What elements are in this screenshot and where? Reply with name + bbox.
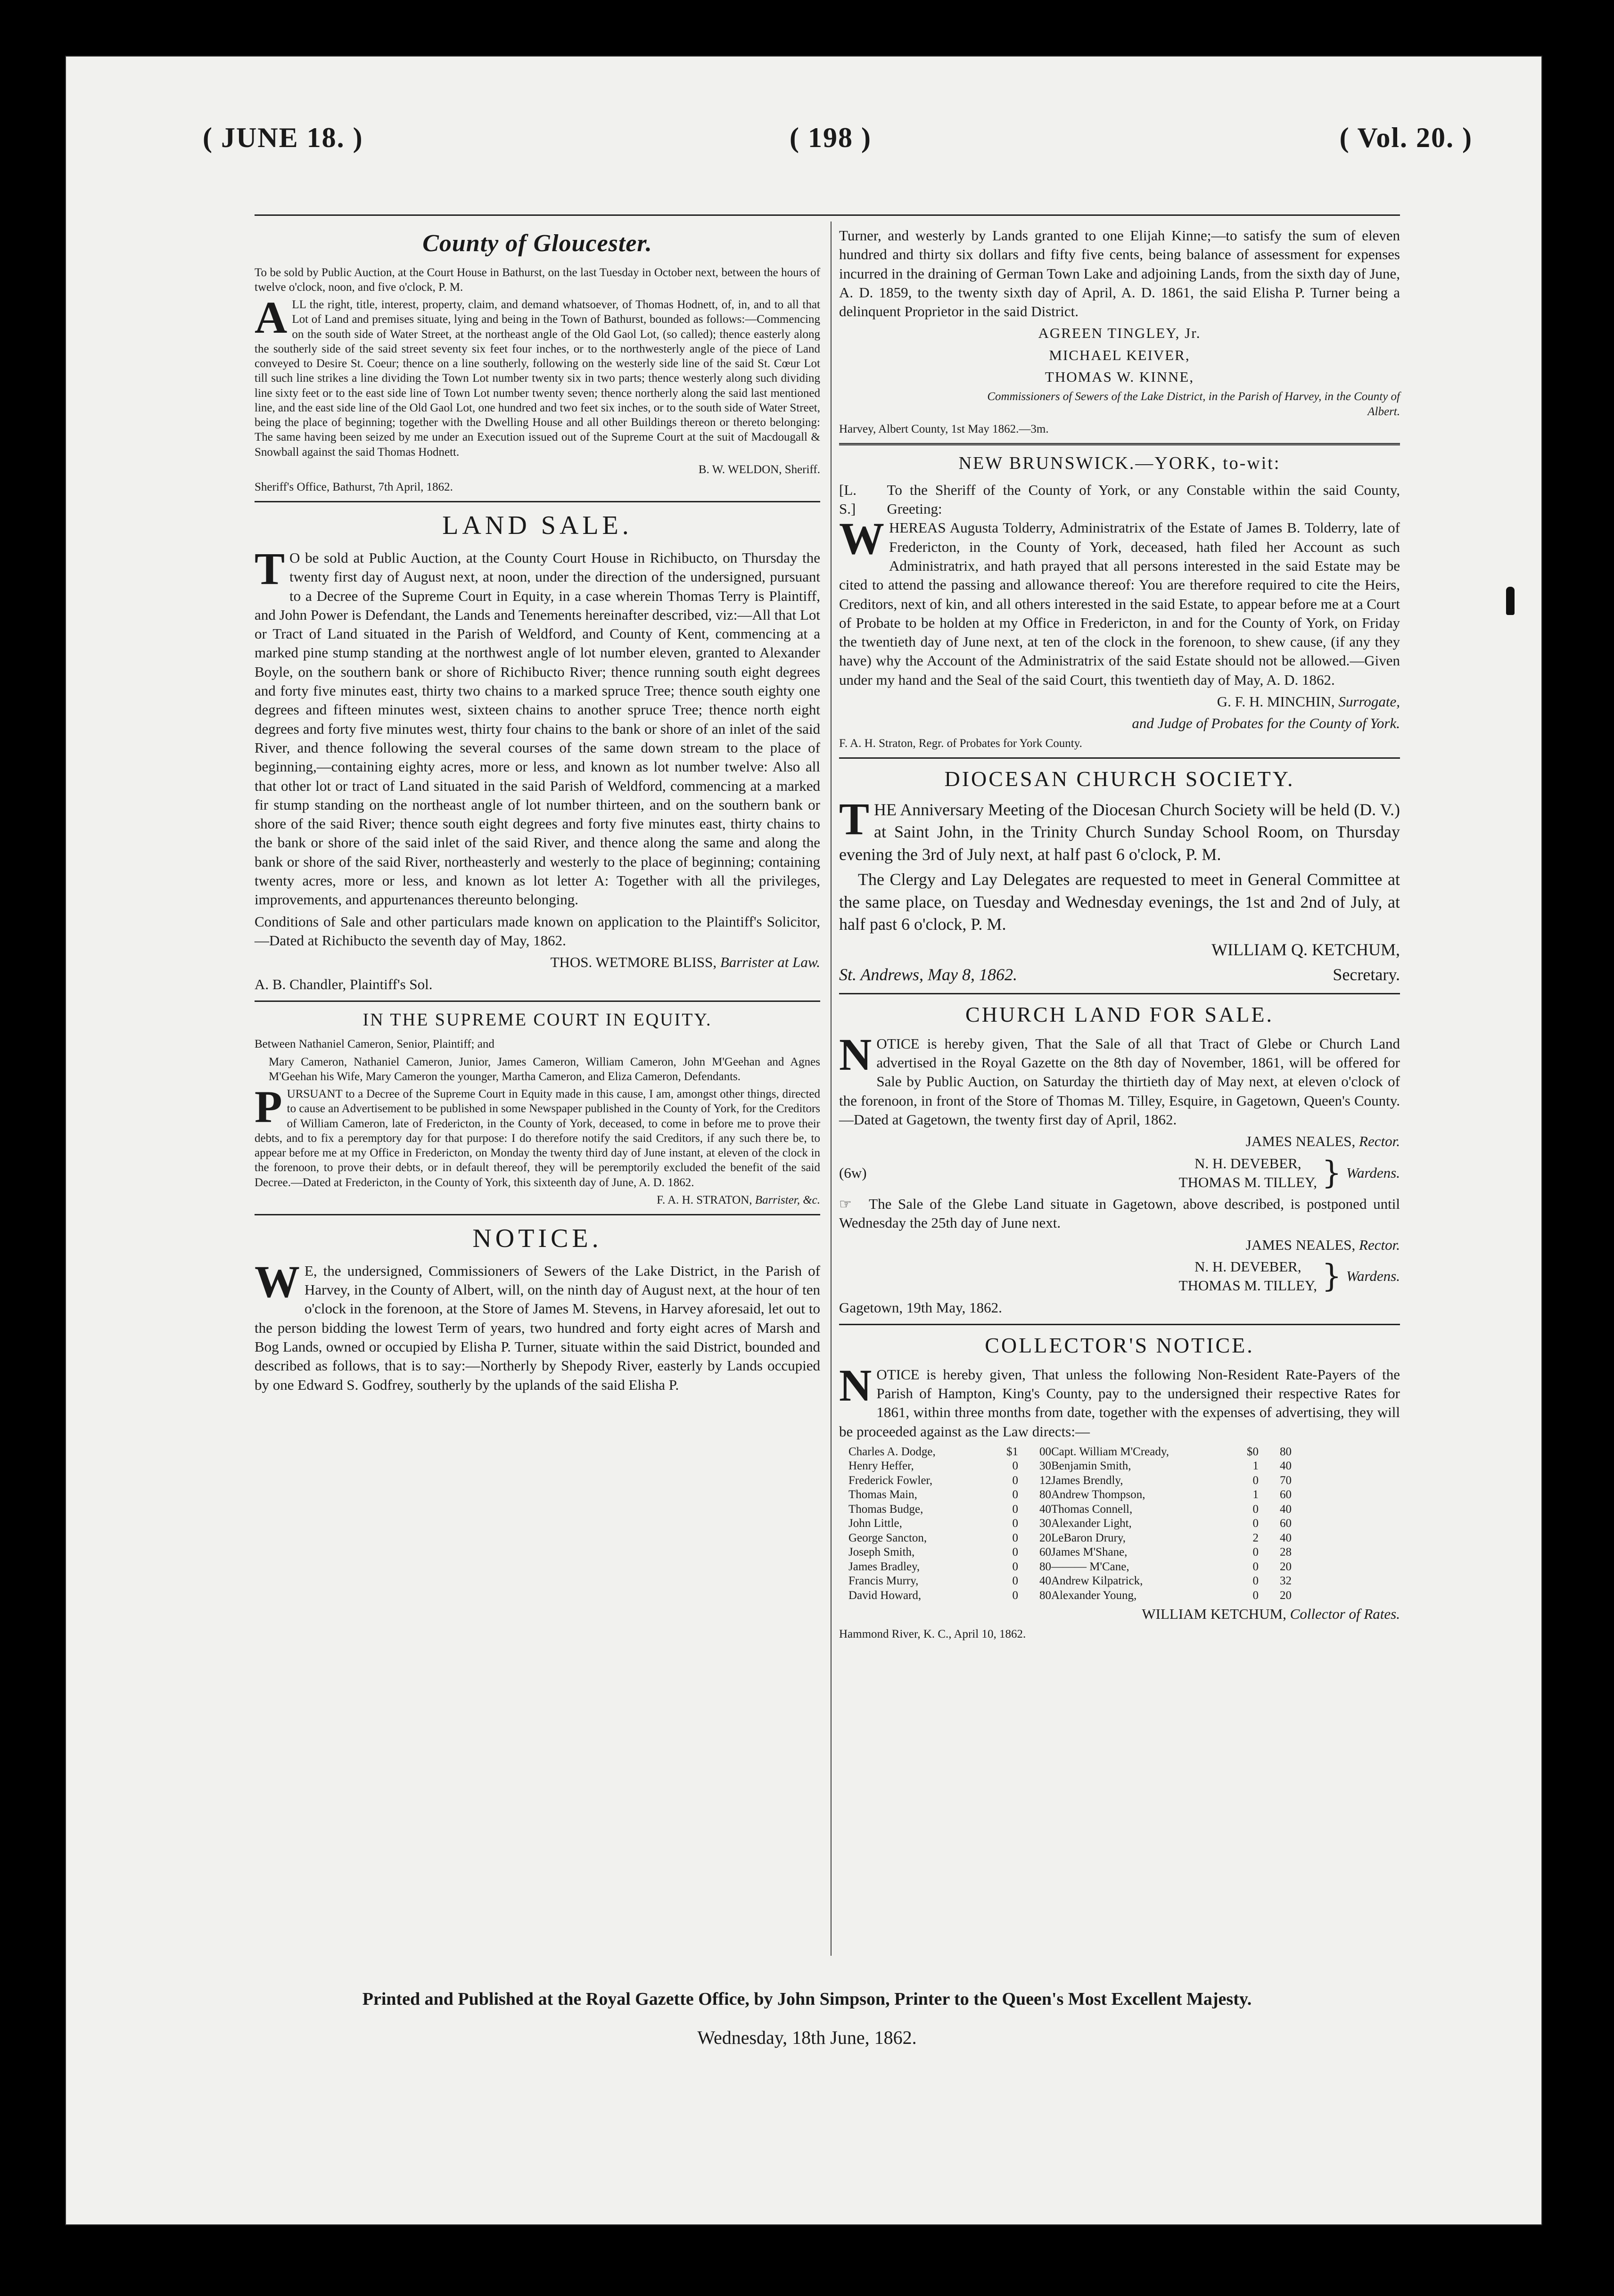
parties-line: Mary Cameron, Nathaniel Cameron, Junior, James Cameron, William Cameron, John M'Geehan and Agnes M'Geehan his Wife, Mary Cameron the younger, Martha Cameron, and Eliza Cameron, Defendants. [269, 1055, 820, 1083]
ratepayer-name: Joseph Smith, [848, 1546, 915, 1559]
solicitor-line: A. B. Chandler, Plaintiff's Sol. [255, 976, 433, 992]
section-title: NOTICE. [472, 1224, 602, 1254]
sewers-notice [255, 1222, 820, 1394]
left-column [255, 226, 820, 1401]
seal-mark: [L. S.] [839, 481, 857, 517]
drop-cap: W [255, 1256, 300, 1307]
section-divider [839, 1324, 1400, 1325]
ratepayer-name: John Little, [848, 1517, 902, 1530]
signature: THOS. WETMORE BLISS, Barrister at Law. [550, 954, 820, 971]
rate-cents: 60 [1280, 1517, 1292, 1530]
role-label: Secretary. [1333, 965, 1400, 984]
header-volume: ( Vol. 20. ) [1339, 122, 1473, 153]
section-body: T O be sold at Public Auction, at the County Court House in Richibucto, on Thursday the twenty first day of August next, at noon, under the direction of the undersigned, pursuant to a Decree of the Supreme Court in Equity, in a case wherein Thomas Terry is Plaintiff, and John Power is Defendant, the Lands and Tenements hereinafter described, viz:—All that Lot or Tract of Land situated in the Parish of Weldford, and County of Kent, commencing at a marked pine stump standing at the northwest angle of lot number eleven, granted to Alexander Boyle, on the southern bank or shore of Richibucto River; thence running south eight degrees and forty five minutes east, thirty two chains to a marked spruce Tree; thence south eighty one degrees and fifteen minutes west, sixteen chains to another spruce Tree; thence north eight degrees and forty five minutes west, thirty four chains to the bank or shore of an inlet of the said River, and thence following the several courses of the same down stream to the place of beginning,—containing eighty acres, more or less, and known as lot number twelve: Also all that other lot or tract of Land situated in the said Parish of Weldford, commencing at a marked fir stump standing on the northeast angle of lot number thirteen, and on the southern bank or shore of the said River; thence south eight degrees and forty five minutes east, thirty chains to the bank or shore of the said inlet of the said River, and thence along the same and along the bank or shore of the said River, northeasterly and westerly to the place of beginning; containing twenty acres, more or less, and known as lot letter A: Together with all the privileges, improvements, and appurtenances thereunto belonging. [255, 543, 820, 908]
rate-dollars: $0 [1247, 1445, 1259, 1458]
ratepayer-ledger [848, 1445, 1400, 1603]
rate-dollars: 0 [1012, 1460, 1018, 1473]
header-date: ( JUNE 18. ) [203, 122, 363, 153]
wardens-label: Wardens. [1346, 1268, 1400, 1285]
section-divider [839, 443, 1400, 445]
rate-cents: 30 [1039, 1460, 1051, 1473]
rate-cents: 80 [1039, 1488, 1051, 1501]
signature: WILLIAM KETCHUM, Collector of Rates. [1142, 1606, 1400, 1623]
drop-cap: T [255, 543, 285, 594]
address-line: To the Sheriff of the County of York, or any Constable within the said County, Greeting: [887, 481, 1400, 517]
section-divider [255, 1000, 820, 1002]
section-title: LAND SALE. [442, 511, 633, 541]
dateline: Sheriff's Office, Bathurst, 7th April, 1862. [255, 481, 453, 494]
rate-dollars: 0 [1012, 1502, 1018, 1516]
ratepayer-name: George Sancton, [848, 1531, 927, 1544]
rate-dollars: $1 [1006, 1445, 1018, 1458]
section-title: CHURCH LAND FOR SALE. [965, 1002, 1274, 1026]
gloucester-notice [255, 228, 820, 494]
section-divider [839, 993, 1400, 994]
header-rule [255, 214, 1400, 216]
rate-cents: 20 [1280, 1560, 1292, 1573]
rate-cents: 60 [1039, 1546, 1051, 1559]
rate-dollars: 0 [1252, 1546, 1259, 1559]
ink-blot [1506, 587, 1515, 615]
insertion-note: (6w) [839, 1164, 867, 1181]
signer: THOMAS W. KINNE, [1045, 369, 1194, 385]
rate-dollars: 2 [1252, 1531, 1259, 1544]
ratepayer-name: James Bradley, [848, 1560, 920, 1573]
rate-dollars: 0 [1012, 1560, 1018, 1573]
rate-cents: 70 [1280, 1474, 1292, 1487]
section-body-2: The Clergy and Lay Delegates are requested to meet in General Committee at the same place, on Tuesday and Wednesday evenings, the 1st and 2nd of July, at half past 6 o'clock, P. M. [839, 870, 1400, 934]
drop-cap: A [255, 292, 288, 343]
warden-name: THOMAS M. TILLEY, [1178, 1277, 1318, 1294]
section-body: NOTICE is hereby given, That unless the following Non-Resident Rate-Payers of the Parish of Hampton, King's County, pay to the undersigned their respective Rates for 1861, within three months from date, together with the expenses of advertising, they will be proceeded against as the Law directs:— [839, 1360, 1400, 1440]
signature: G. F. H. MINCHIN, Surrogate, [1217, 693, 1400, 710]
sewers-notice-continued [839, 226, 1400, 436]
rate-dollars: 0 [1252, 1474, 1259, 1487]
section-body: Turner, and westerly by Lands granted to one Elijah Kinne;—to satisfy the sum of eleven hundred and thirty six dollars and fifty five cents, being balance of assessment for expenses incurred in the draining of German Town Lake and adjoining Lands, from the sixth day of June, A. D. 1859, to the twenty sixth day of April, A. D. 1861, the said Elisha P. Turner being a delinquent Proprietor in the said District. [839, 227, 1400, 320]
registrar-line: F. A. H. Straton, Regr. of Probates for York County. [839, 737, 1082, 750]
section-divider [255, 1214, 820, 1215]
imprint-line: Printed and Published at the Royal Gazette Office, by John Simpson, Printer to the Queen's Most Excellent Majesty. [362, 1989, 1252, 2009]
rate-cents: 00 [1039, 1445, 1051, 1458]
publication-date: Wednesday, 18th June, 1862. [697, 2027, 917, 2048]
land-sale-notice [255, 509, 820, 994]
brace-icon: } [1322, 1258, 1342, 1295]
ratepayer-name: ——— M'Cane, [1051, 1560, 1129, 1573]
section-title: COLLECTOR'S NOTICE. [985, 1333, 1254, 1357]
ratepayer-name: Benjamin Smith, [1051, 1460, 1131, 1473]
rector-signature: JAMES NEALES, Rector. [1245, 1133, 1400, 1150]
ratepayer-name: LeBaron Drury, [1051, 1531, 1126, 1544]
rate-dollars: 1 [1252, 1488, 1259, 1501]
signature: F. A. H. STRATON, Barrister, &c. [657, 1193, 820, 1206]
section-body: W E, the undersigned, Commissioners of Sewers of the Lake District, in the Parish of Harvey, in the County of Albert, will, on the ninth day of August next, at the hour of ten o'clock in the forenoon, at the Store of James M. Stevens, in Harvey aforesaid, let out to the person bidding the lowest Term of years, two hundred and forty eight acres of Marsh and Bog Lands, owned or occupied by Elisha P. Turner, situate within the said District, bounded and described as follows, that is to say:—Northerly by Shepody River, easterly by Lands occupied by one Edward S. Godfrey, southerly by the uplands of the said Elisha P. [255, 1256, 820, 1393]
rate-cents: 40 [1280, 1502, 1292, 1516]
ratepayer-name: Thomas Connell, [1051, 1502, 1133, 1516]
rate-dollars: 0 [1252, 1589, 1259, 1602]
rate-cents: 30 [1039, 1517, 1051, 1530]
supreme-court-notice [255, 1009, 820, 1207]
section-body: PURSUANT to a Decree of the Supreme Court in Equity made in this cause, I am, amongst other things, directed to cause an Advertisement to be published in some Newspaper published in the County of York, for the Creditors of William Cameron, late of Fredericton, in the County of York, deceased, to come in before me to prove their debts, and to fix a peremptory day for that purpose: I do therefore notify the said Creditors, if any such there be, to appear before me at my Office in Fredericton, on Monday the twenty third day of June instant, at eleven of the clock in the forenoon, to prove their debts, or in default thereof, they will be peremptorily excluded the benefit of the said Decree.—Dated at Fredericton, in the County of York, this sixteenth day of June, A. D. 1862. [255, 1082, 820, 1189]
drop-cap: W [839, 513, 884, 564]
signer: MICHAEL KEIVER, [1049, 346, 1190, 363]
rate-cents: 80 [1039, 1589, 1051, 1602]
section-title: DIOCESAN CHURCH SOCIETY. [944, 766, 1295, 791]
dateline: Gagetown, 19th May, 1862. [839, 1299, 1002, 1316]
section-title: NEW BRUNSWICK.—YORK, to-wit: [958, 453, 1281, 474]
ratepayer-name: David Howard, [848, 1589, 922, 1602]
section-body: NOTICE is hereby given, That the Sale of all that Tract of Glebe or Church Land advertised in the Royal Gazette on the 8th day of November, 1861, will be offered for Sale by Public Auction, on Saturday the thirtieth day of May next, at eleven o'clock of the forenoon, in front of the Store of Thomas M. Tilley, Esquire, in Gagetown, Queen's County.—Dated at Gagetown, the twenty first day of April, 1862. [839, 1029, 1400, 1128]
rate-dollars: 0 [1252, 1502, 1259, 1516]
dateline-row [839, 964, 1400, 986]
pointing-hand-icon: ☞ [839, 1197, 852, 1213]
wardens-block [839, 1154, 1400, 1192]
ratepayer-name: Capt. William M'Cready, [1051, 1445, 1169, 1458]
rate-cents: 28 [1280, 1546, 1292, 1559]
section-intro: To be sold by Public Auction, at the Court House in Bathurst, on the last Tuesday in October next, between the hours of twelve o'clock, noon, and five o'clock, P. M. [255, 266, 820, 294]
rate-dollars: 0 [1012, 1589, 1018, 1602]
rate-cents: 20 [1039, 1531, 1051, 1544]
dateline: Hammond River, K. C., April 10, 1862. [839, 1627, 1026, 1640]
drop-cap: P [255, 1082, 282, 1132]
rate-dollars: 0 [1012, 1474, 1018, 1487]
brace-icon: } [1322, 1154, 1342, 1191]
parties-line: Between Nathaniel Cameron, Senior, Plaintiff; and [255, 1038, 494, 1051]
ratepayer-name: James M'Shane, [1051, 1546, 1128, 1559]
ratepayer-name: Henry Heffer, [848, 1460, 914, 1473]
page-header [203, 122, 1473, 173]
column-divider [831, 221, 832, 1956]
ratepayer-name: Andrew Kilpatrick, [1051, 1574, 1143, 1588]
rate-dollars: 0 [1252, 1574, 1259, 1588]
section-title: County of Gloucester. [422, 230, 652, 257]
signature: B. W. WELDON, Sheriff. [698, 463, 820, 476]
rate-dollars: 0 [1012, 1531, 1018, 1544]
postponement-text: ☞ The Sale of the Glebe Land situate in Gagetown, above described, is postponed until Wednesday the 25th day of June next. [839, 1196, 1400, 1231]
signature: WILLIAM Q. KETCHUM, [1211, 940, 1400, 959]
section-body: WHEREAS Augusta Tolderry, Administratrix of the Estate of James B. Tolderry, late of Fredericton, in the County of York, deceased, hath filed her Account as such Administratrix, and hath prayed that all persons interested in the said Estate may be cited to attend the passing and allowance thereof: You are therefore required to cite the Heirs, Creditors, next of kin, and all others interested in the said Estate, to appear before me at a Court of Probate to be holden at my Office in Fredericton, in and for the County of York, on Friday the twentieth day of June next, at ten of the clock in the forenoon, to shew cause, (if any they have) why the Account of the Administratrix of the said Estate should not be allowed.—Given under my hand and the Seal of the said Court, this twentieth day of May, A. D. 1862. [839, 513, 1400, 688]
wardens-label: Wardens. [1346, 1164, 1400, 1181]
wardens-block [839, 1257, 1400, 1296]
ratepayer-name: Thomas Budge, [848, 1502, 923, 1516]
rate-dollars: 0 [1012, 1574, 1018, 1588]
rate-cents: 12 [1039, 1474, 1051, 1487]
rate-cents: 40 [1280, 1531, 1292, 1544]
signer: AGREEN TINGLEY, Jr. [1038, 325, 1201, 342]
header-page-number: ( 198 ) [790, 122, 872, 153]
judge-line: and Judge of Probates for the County of York. [1132, 715, 1400, 732]
ratepayer-name: Alexander Light, [1051, 1517, 1132, 1530]
rector-signature: JAMES NEALES, Rector. [1245, 1236, 1400, 1253]
probate-notice [839, 452, 1400, 751]
ratepayer-name: Charles A. Dodge, [848, 1445, 936, 1458]
section-body: ALL the right, title, interest, property, claim, and demand whatsoever, of Thomas Hodnett, of, in, and to all that Lot of Land and premises situate, lying and being in the Town of Bathurst, bounded as follows:—Commencing on the south side of Water Street, at the northeast angle of the Old Gaol Lot, (so called); thence easterly along the southerly side of the said street seventy six feet four inches, or to the northwesterly angle of the piece of Land conveyed to Desire St. Coeur; thence on a line southerly, following on the westerly side line of the said St. Cœur Lot till such line strikes a line dividing the Town Lot number twenty six in two parts; thence westerly along such dividing line sixty feet or to the east side line of Town Lot number twenty seven; thence northerly along the said last mentioned line, and the east side line of the Old Gaol Lot, one hundred and two feet six inches, or to the south side of Water Street, being the place of beginning; together with the Dwelling House and all other Buildings thereon or thereto belonging: The same having been seized by me under an Execution issued out of the Supreme Court at the suit of Macdougall & Snowball against the said Thomas Hodnett. [255, 292, 820, 459]
rate-dollars: 0 [1012, 1517, 1018, 1530]
commissioners-line: Commissioners of Sewers of the Lake District, in the Parish of Harvey, in the County of Albert. [987, 390, 1400, 418]
rate-cents: 80 [1280, 1445, 1292, 1458]
collector-notice [839, 1332, 1400, 1641]
rate-dollars: 0 [1252, 1560, 1259, 1573]
rate-cents: 40 [1039, 1574, 1051, 1588]
section-body: THE Anniversary Meeting of the Diocesan Church Society will be held (D. V.) at Saint John, in the Trinity Church Sunday School Room, on Thursday evening the 3rd of July next, at half past 6 o'clock, P. M. [839, 793, 1400, 864]
rate-dollars: 0 [1252, 1517, 1259, 1530]
ratepayer-name: Andrew Thompson, [1051, 1488, 1145, 1501]
church-land-notice [839, 1001, 1400, 1317]
warden-name: N. H. DEVEBER, [1194, 1258, 1301, 1275]
diocesan-notice [839, 765, 1400, 986]
ratepayer-name: Frederick Fowler, [848, 1474, 933, 1487]
dateline: Harvey, Albert County, 1st May 1862.—3m. [839, 422, 1049, 435]
ratepayer-name: Thomas Main, [848, 1488, 917, 1501]
right-column [839, 226, 1400, 1648]
warden-name: THOMAS M. TILLEY, [1178, 1173, 1318, 1190]
rate-cents: 40 [1280, 1460, 1292, 1473]
rate-cents: 80 [1039, 1560, 1051, 1573]
section-divider [839, 757, 1400, 759]
drop-cap: T [839, 793, 870, 844]
rate-cents: 20 [1280, 1589, 1292, 1602]
ratepayer-name: Alexander Young, [1051, 1589, 1137, 1602]
section-title: IN THE SUPREME COURT IN EQUITY. [362, 1009, 712, 1030]
rate-cents: 32 [1280, 1574, 1292, 1588]
drop-cap: N [839, 1360, 872, 1410]
seal-address-row [839, 481, 1400, 519]
ratepayer-name: Francis Murry, [848, 1574, 919, 1588]
rate-dollars: 0 [1012, 1488, 1018, 1501]
rate-cents: 60 [1280, 1488, 1292, 1501]
dateline: St. Andrews, May 8, 1862. [839, 965, 1017, 984]
rate-dollars: 0 [1012, 1546, 1018, 1559]
rate-cents: 40 [1039, 1502, 1051, 1516]
conditions-text: Conditions of Sale and other particulars made known on application to the Plaintiff's Solicitor,—Dated at Richibucto the seventh day of May, 1862. [255, 913, 820, 949]
ratepayer-name: James Brendly, [1051, 1474, 1123, 1487]
rate-dollars: 1 [1252, 1460, 1259, 1473]
section-divider [255, 501, 820, 502]
drop-cap: N [839, 1029, 872, 1080]
warden-name: N. H. DEVEBER, [1194, 1155, 1301, 1172]
